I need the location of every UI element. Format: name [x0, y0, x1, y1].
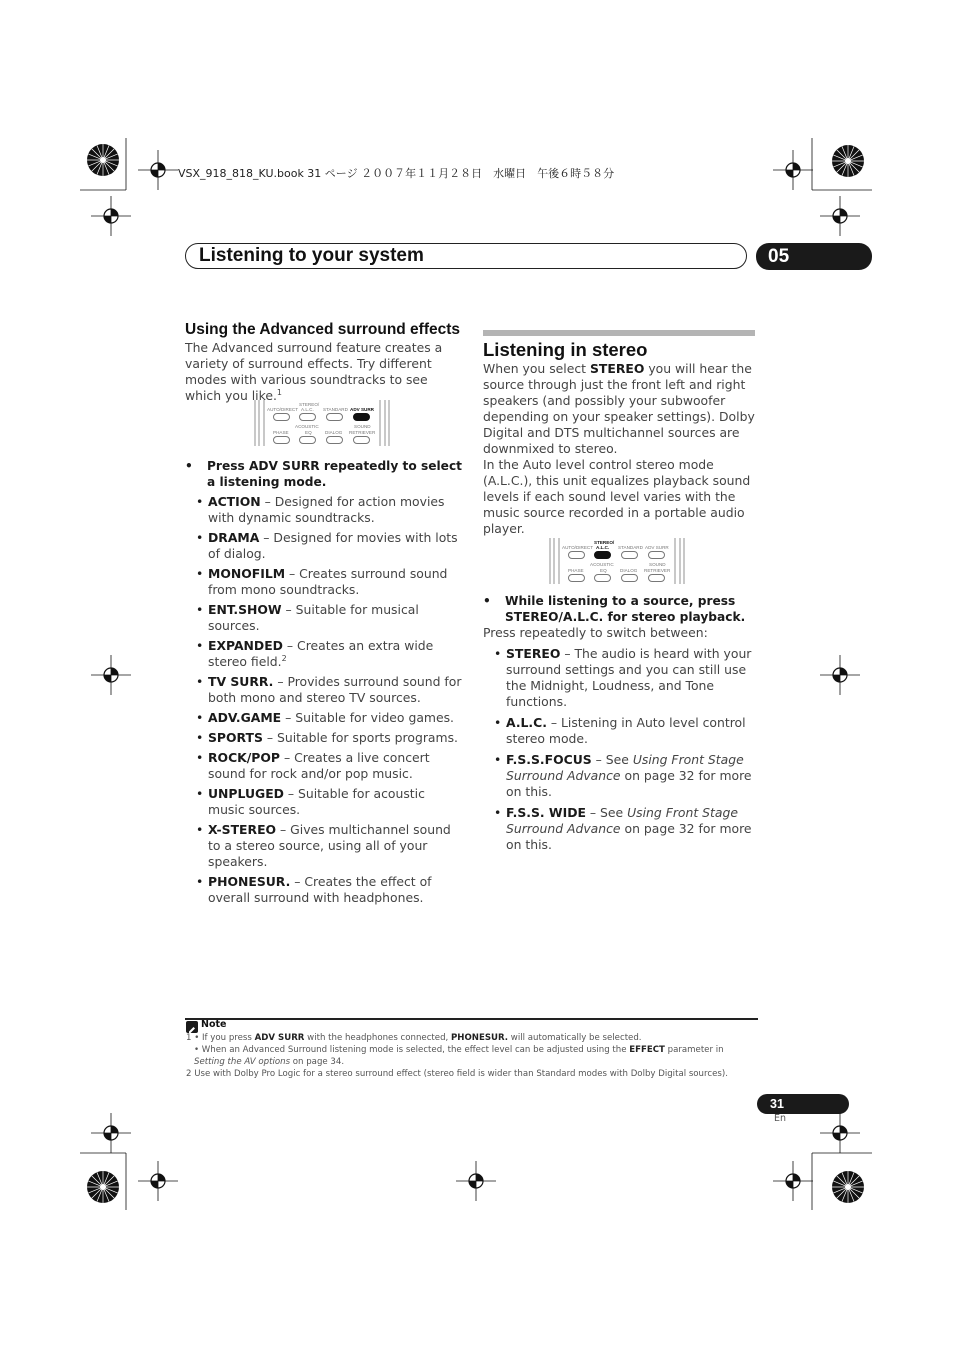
acoustic-eq-button[interactable] — [594, 574, 611, 582]
label-stereo: STEREO/ — [299, 402, 320, 407]
mode-item: • ROCK/POP – Creates a live concert sound for rock and/or pop music. — [196, 750, 430, 781]
chapter-title: Listening to your system — [199, 245, 424, 266]
label-acoustic: ACOUSTIC — [295, 424, 319, 429]
label-eq: EQ — [305, 430, 312, 435]
auto-direct-button[interactable] — [273, 413, 290, 421]
label-sound: SOUND — [649, 562, 666, 567]
right-column — [483, 338, 755, 537]
mode-item: • F.S.S.FOCUS – See Using Front Stage Surround Advance on page 32 for more on this. — [494, 752, 752, 799]
label-standard: STANDARD — [323, 407, 348, 412]
mode-item: • F.S.S. WIDE – See Using Front Stage Surround Advance on page 32 for more on this. — [494, 805, 752, 852]
stereo-alc-button[interactable] — [299, 413, 316, 421]
advanced-surround-mode-list — [185, 494, 463, 906]
stereo-alc-button[interactable] — [594, 551, 611, 559]
step-adv-surr: • Press ADV SURR repeatedly to select a listening mode. — [185, 459, 462, 489]
dialog-button[interactable] — [326, 436, 343, 444]
section-heading-listening-in-stereo: Listening in stereo — [483, 339, 648, 360]
label-alc: A.L.C. — [301, 407, 314, 412]
label-adv-surr: ADV SURR — [350, 407, 374, 412]
mode-item: • X-STEREO – Gives multichannel sound to a stereo source, using all of your speakers. — [196, 822, 451, 869]
chapter-number: 05 — [768, 246, 790, 267]
label-stereo: STEREO/ — [594, 540, 615, 545]
label-standard: STANDARD — [618, 545, 643, 550]
section-heading-advanced-surround: Using the Advanced surround effects — [185, 321, 461, 338]
note-label: Note — [201, 1019, 227, 1030]
acoustic-eq-button[interactable] — [299, 436, 316, 444]
adv-surr-button[interactable] — [353, 413, 370, 421]
page-language: En — [774, 1113, 787, 1124]
label-dialog: DIALOG — [620, 568, 638, 573]
front-panel-illustration-adv-surr — [252, 399, 392, 447]
mode-item: • SPORTS – Suitable for sports programs. — [196, 730, 458, 745]
adv-surr-button[interactable] — [648, 551, 665, 559]
left-column-steps — [185, 458, 463, 910]
mode-item: • PHONESUR. – Creates the effect of overall surround with headphones. — [196, 874, 432, 905]
label-eq: EQ — [600, 568, 607, 573]
footnote-1c: Setting the AV options on page 34. — [194, 1057, 345, 1067]
sound-retriever-button[interactable] — [353, 436, 370, 444]
mode-item: • ENT.SHOW – Suitable for musical sources. — [196, 602, 419, 633]
page-number: 31 — [770, 1097, 784, 1111]
mode-item: • STEREO – The audio is heard with your surround settings and you can still use the Midnight, Loudness, and Tone functions. — [494, 646, 752, 709]
footnote-1a: 1 • If you press ADV SURR with the headphones connected, PHONESUR. will automatically be selected. — [186, 1033, 642, 1043]
print-job-header: VSX_918_818_KU.book 31 ページ ２００７年１１月２８日 水曜日 午後６時５８分 — [178, 167, 615, 180]
footnote-2: 2 Use with Dolby Pro Logic for a stereo surround effect (stereo field is wider than Standard modes with Dolby Digital sources). — [186, 1069, 728, 1079]
label-retriever: RETRIEVER — [644, 568, 671, 573]
standard-button[interactable] — [621, 551, 638, 559]
section-divider-bar — [483, 330, 755, 336]
sound-retriever-button[interactable] — [648, 574, 665, 582]
mode-item: • ACTION – Designed for action movies with dynamic soundtracks. — [196, 494, 445, 525]
note-divider — [185, 1018, 758, 1020]
right-column-steps — [483, 593, 755, 857]
label-auto-direct: AUTO/DIRECT — [267, 407, 299, 412]
front-panel-illustration-stereo — [547, 537, 687, 585]
label-acoustic: ACOUSTIC — [590, 562, 614, 567]
mode-item: • ADV.GAME – Suitable for video games. — [196, 710, 454, 725]
mode-item: • UNPLUGED – Suitable for acoustic music sources. — [196, 786, 425, 817]
label-retriever: RETRIEVER — [349, 430, 376, 435]
mode-item: • DRAMA – Designed for movies with lots of dialog. — [196, 530, 458, 561]
label-dialog: DIALOG — [325, 430, 343, 435]
label-alc: A.L.C. — [596, 545, 610, 550]
left-column — [185, 320, 461, 404]
label-sound: SOUND — [354, 424, 371, 429]
phase-button[interactable] — [568, 574, 585, 582]
stereo-mode-list — [483, 646, 755, 853]
label-auto-direct: AUTO/DIRECT — [562, 545, 594, 550]
label-phase: PHASE — [568, 568, 584, 573]
mode-item: • EXPANDED – Creates an extra wide stereo field.$^2$ — [196, 638, 434, 669]
label-adv-surr: ADV SURR — [645, 545, 669, 550]
step-stereo-subtext: Press repeatedly to switch between: — [483, 625, 708, 640]
label-phase: PHASE — [273, 430, 289, 435]
footnote-1b: • When an Advanced Surround listening mode is selected, the effect level can be adjusted using the EFFECT parameter in — [194, 1045, 724, 1055]
chapter-number-badge — [756, 243, 872, 270]
mode-item: • A.L.C. – Listening in Auto level control stereo mode. — [494, 715, 746, 746]
stereo-intro: When you select STEREO you will hear the source through just the front left and right speakers (and possibly your subwoofer depending on your speaker settings). Dolby Digital and DTS multichannel sources are downmixed to stereo. — [483, 361, 755, 456]
standard-button[interactable] — [326, 413, 343, 421]
auto-direct-button[interactable] — [568, 551, 585, 559]
advanced-surround-intro: The Advanced surround feature creates a variety of surround effects. Try different modes with various soundtracks to see which you like.$^1$ — [185, 340, 443, 403]
step-stereo-alc: • While listening to a source, press STEREO/A.L.C. for stereo playback. — [483, 594, 746, 624]
page-number-badge — [757, 1094, 849, 1114]
alc-paragraph: In the Auto level control stereo mode (A.L.C.), this unit equalizes playback sound levels if each sound level varies with the music source recorded in a portable audio player. — [483, 457, 751, 536]
mode-item: • MONOFILM – Creates surround sound from mono soundtracks. — [196, 566, 448, 597]
mode-item: • TV SURR. – Provides surround sound for both mono and stereo TV sources. — [196, 674, 462, 705]
dialog-button[interactable] — [621, 574, 638, 582]
phase-button[interactable] — [273, 436, 290, 444]
